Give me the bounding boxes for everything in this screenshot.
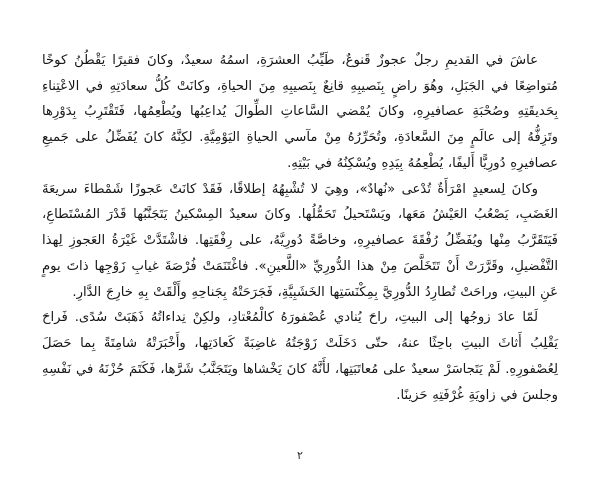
story-body [42, 48, 558, 408]
paragraph-2: وكانَ لِسعيدٍ امْرَأَةٌ تُدْعى «نُهادٌ»، وهِيَ لا تُشْبِهُهُ إطلاقًا، فَقَدْ كانَتْ عَجوزًا شَمْطاءَ سريعَةَ الغَضَبِ، يَصْعُبُ العَيْشُ مَعَها، ويَسْتَحيلُ تَحَمُّلُها. وكانَ سعيدٌ المِسْكينُ يَتَجَنَّبُها قَدْرَ المُسْتَطاعِ، فَيَتَقَرَّبُ مِنْها ويُفَضِّلُ رُفْقَةَ عصافيرِهِ، وخاصَّةً دُورِيَّهُ، على رِفْقَتِها. فاشْتَدَّتْ غَيْرَةُ العَجوزِ لِهذا التَّفْضيلِ، وقَرَّرَتْ أَنْ تَتَخَلَّصَ مِنْ هذا الدُّورِيِّ «اللَّعينِ». فاغْتَنَمَتْ فُرْصَةَ غيابِ زَوْجِها ذاتَ يومٍ عَنِ البيتِ، وراحَتْ تُطارِدُ الدُّورِيَّ بِمِكْنَسَتِها الخَشَبِيَّةِ، فَجَرَحَتْهُ بِجَناحِهِ وأَلْقَتْ بِهِ خارِجَ الدَّارِ. [42, 181, 558, 300]
page-number: ٢ [297, 449, 303, 462]
paragraph-1: عاشَ في القديمِ رجلٌ عجوزٌ قَنوعٌ، طَيِّبُ العشرَةِ، اسمُهُ سعيدٌ، وكانَ فقيرًا يَقْطُنُ كوخًا مُتواضِعًا في الجَبَلِ، وهُوَ راضٍ بِنَصيبِهِ قانِعٌ بِنَصيبِهِ مِنَ الحياةِ، وكانَتْ كُلُّ سعادَتِهِ في الاعْتِناءِ بِحَديقَتِهِ وصُحْبَةِ عصافيرِهِ، وكانَ يُمْضي السَّاعاتِ الطِّوالَ يُداعِبُها ويُطْعِمُها، فَتَقْتَرِبُ بِدَوْرِها وتَزِفُّهُ إلى عالَمٍ مِنَ السَّعادَةِ، وتُحَرِّرُهُ مِنْ مآسي الحياةِ اليَوْمِيَّةِ. لكِنَّهُ كانَ يُفَضِّلُ على جَميعِ عصافيرِهِ دُورِيًّا أَليفًا، يُطْعِمُهُ بِيَدِهِ ويُسْكِنُهُ في بَيْتِهِ. [42, 53, 558, 171]
paragraph-3: لَمّا عادَ زوجُها إلى البيتِ، راحَ يُنادي عُصْفورَهُ كالْمُعْتادِ، ولكِنْ نِداءاتُهُ ذَهَبَتْ سُدًى. فَراحَ يَقْلِبُ أَثاثَ البيتِ باحِثًا عنهُ، حتّى دَخَلَتْ زَوْجَتُهُ غاضِبَةً كَعادَتِها، وأَخْبَرَتْهُ شامِتَةً بِما حَصَلَ لِعُصْفورِهِ. لَمْ يَتَجاسَرْ سعيدٌ على مُعاتَبَتِها، لأَنَّهُ كانَ يَخْشاها ويَتَجَنَّبُ شَرَّها، فَكَتَمَ حُزْنَهُ في نَفْسِهِ وجلسَ في زاويَةِ غُرْفَتِهِ حَزينًا. [42, 310, 558, 403]
